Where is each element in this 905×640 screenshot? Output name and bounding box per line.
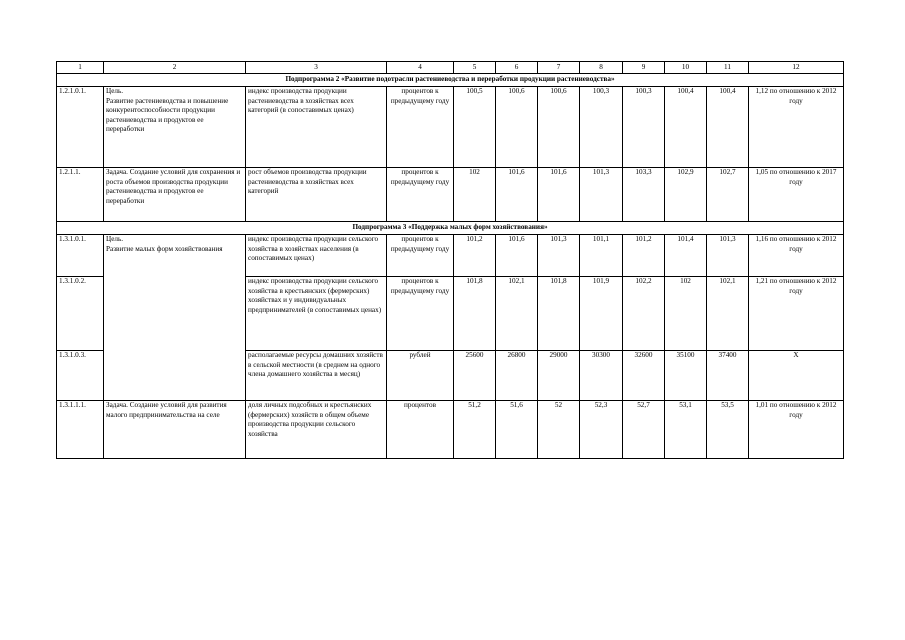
row-value: 101,1 bbox=[580, 235, 623, 277]
row-unit: процентов bbox=[387, 401, 454, 459]
row-indicator: индекс производства продукции сельского хозяйства в хозяйствах населения (в сопоставимых ценах) bbox=[246, 235, 387, 277]
column-number: 12 bbox=[749, 62, 844, 74]
table-row bbox=[57, 401, 844, 459]
table-row bbox=[57, 235, 844, 277]
column-number: 1 bbox=[57, 62, 104, 74]
table-row bbox=[57, 168, 844, 222]
row-value: 100,3 bbox=[623, 87, 665, 168]
row-value: 52 bbox=[538, 401, 580, 459]
row-value: 52,3 bbox=[580, 401, 623, 459]
row-value: 101,3 bbox=[538, 235, 580, 277]
row-value: 51,6 bbox=[496, 401, 538, 459]
row-note: 1,05 по отношению к 2017 году bbox=[749, 168, 844, 222]
row-note: 1,21 по отношению к 2012 году bbox=[749, 277, 844, 351]
row-name: Цель. Развитие растениеводства и повышение конкурентоспособности продукции растениеводства и продуктов ее переработки bbox=[104, 87, 246, 168]
row-unit: процентов к предыдущему году bbox=[387, 277, 454, 351]
column-number: 2 bbox=[104, 62, 246, 74]
row-value: 100,6 bbox=[496, 87, 538, 168]
indicators-table bbox=[56, 61, 844, 459]
row-value: 100,5 bbox=[454, 87, 496, 168]
row-value: 30300 bbox=[580, 351, 623, 401]
table-row bbox=[57, 87, 844, 168]
row-code: 1.3.1.1.1. bbox=[57, 401, 104, 459]
row-value: 102,7 bbox=[707, 168, 749, 222]
column-number: 10 bbox=[665, 62, 707, 74]
row-value: 101,8 bbox=[454, 277, 496, 351]
row-code: 1.2.1.0.1. bbox=[57, 87, 104, 168]
row-value: 52,7 bbox=[623, 401, 665, 459]
row-unit: процентов к предыдущему году bbox=[387, 235, 454, 277]
column-number: 6 bbox=[496, 62, 538, 74]
row-code: 1.3.1.0.1. bbox=[57, 235, 104, 277]
column-number: 3 bbox=[246, 62, 387, 74]
row-unit: процентов к предыдущему году bbox=[387, 87, 454, 168]
row-value: 35100 bbox=[665, 351, 707, 401]
row-name: Задача. Создание условий для развития малого предпринимательства на селе bbox=[104, 401, 246, 459]
row-code: 1.3.1.0.2. bbox=[57, 277, 104, 351]
row-indicator: располагаемые ресурсы домашних хозяйств в сельской местности (в среднем на одного члена домашнего хозяйства в месяц) bbox=[246, 351, 387, 401]
row-value: 101,9 bbox=[580, 277, 623, 351]
row-value: 100,6 bbox=[538, 87, 580, 168]
row-value: 25600 bbox=[454, 351, 496, 401]
row-value: 100,3 bbox=[580, 87, 623, 168]
row-unit: процентов к предыдущему году bbox=[387, 168, 454, 222]
row-value: 103,3 bbox=[623, 168, 665, 222]
row-note: 1,16 по отношению к 2012 году bbox=[749, 235, 844, 277]
section-row bbox=[57, 222, 844, 235]
column-number: 4 bbox=[387, 62, 454, 74]
row-value: 101,6 bbox=[496, 235, 538, 277]
row-note: Х bbox=[749, 351, 844, 401]
row-value: 51,2 bbox=[454, 401, 496, 459]
row-value: 101,3 bbox=[580, 168, 623, 222]
row-value: 101,4 bbox=[665, 235, 707, 277]
row-value: 102 bbox=[665, 277, 707, 351]
row-value: 53,1 bbox=[665, 401, 707, 459]
row-name: Задача. Создание условий для сохранения и роста объемов производства продукции растениеводства и продуктов ее переработки bbox=[104, 168, 246, 222]
section-title: Подпрограмма 3 «Поддержка малых форм хозяйствования» bbox=[57, 222, 844, 235]
column-number: 5 bbox=[454, 62, 496, 74]
section-row bbox=[57, 74, 844, 87]
section-title: Подпрограмма 2 «Развитие подотрасли растениеводства и переработки продукции растениеводства» bbox=[57, 74, 844, 87]
row-indicator: доля личных подсобных и крестьянских (фермерских) хозяйств в общем объеме производства продукции сельского хозяйства bbox=[246, 401, 387, 459]
row-value: 100,4 bbox=[665, 87, 707, 168]
row-value: 102,1 bbox=[707, 277, 749, 351]
row-value: 101,2 bbox=[623, 235, 665, 277]
row-value: 53,5 bbox=[707, 401, 749, 459]
row-value: 26800 bbox=[496, 351, 538, 401]
row-unit: рублей bbox=[387, 351, 454, 401]
row-value: 102 bbox=[454, 168, 496, 222]
row-code: 1.2.1.1. bbox=[57, 168, 104, 222]
row-value: 32600 bbox=[623, 351, 665, 401]
row-value: 29000 bbox=[538, 351, 580, 401]
row-value: 101,8 bbox=[538, 277, 580, 351]
row-value: 101,6 bbox=[496, 168, 538, 222]
column-numbers-row bbox=[57, 62, 844, 74]
row-indicator: индекс производства продукции растениеводства в хозяйствах всех категорий (в сопоставимых ценах) bbox=[246, 87, 387, 168]
row-value: 101,3 bbox=[707, 235, 749, 277]
column-number: 8 bbox=[580, 62, 623, 74]
column-number: 7 bbox=[538, 62, 580, 74]
column-number: 9 bbox=[623, 62, 665, 74]
row-note: 1,01 по отношению к 2012 году bbox=[749, 401, 844, 459]
row-code: 1.3.1.0.3. bbox=[57, 351, 104, 401]
row-indicator: индекс производства продукции сельского хозяйства в крестьянских (фермерских) хозяйствах и у индивидуальных предпринимателей (в сопоставимых ценах) bbox=[246, 277, 387, 351]
row-name: Цель. Развитие малых форм хозяйствования bbox=[104, 235, 246, 401]
row-value: 37400 bbox=[707, 351, 749, 401]
row-indicator: рост объемов производства продукции растениеводства в хозяйствах всех категорий bbox=[246, 168, 387, 222]
row-value: 101,2 bbox=[454, 235, 496, 277]
row-value: 101,6 bbox=[538, 168, 580, 222]
row-note: 1,12 по отношению к 2012 году bbox=[749, 87, 844, 168]
row-value: 102,9 bbox=[665, 168, 707, 222]
row-value: 102,1 bbox=[496, 277, 538, 351]
row-value: 100,4 bbox=[707, 87, 749, 168]
column-number: 11 bbox=[707, 62, 749, 74]
row-value: 102,2 bbox=[623, 277, 665, 351]
